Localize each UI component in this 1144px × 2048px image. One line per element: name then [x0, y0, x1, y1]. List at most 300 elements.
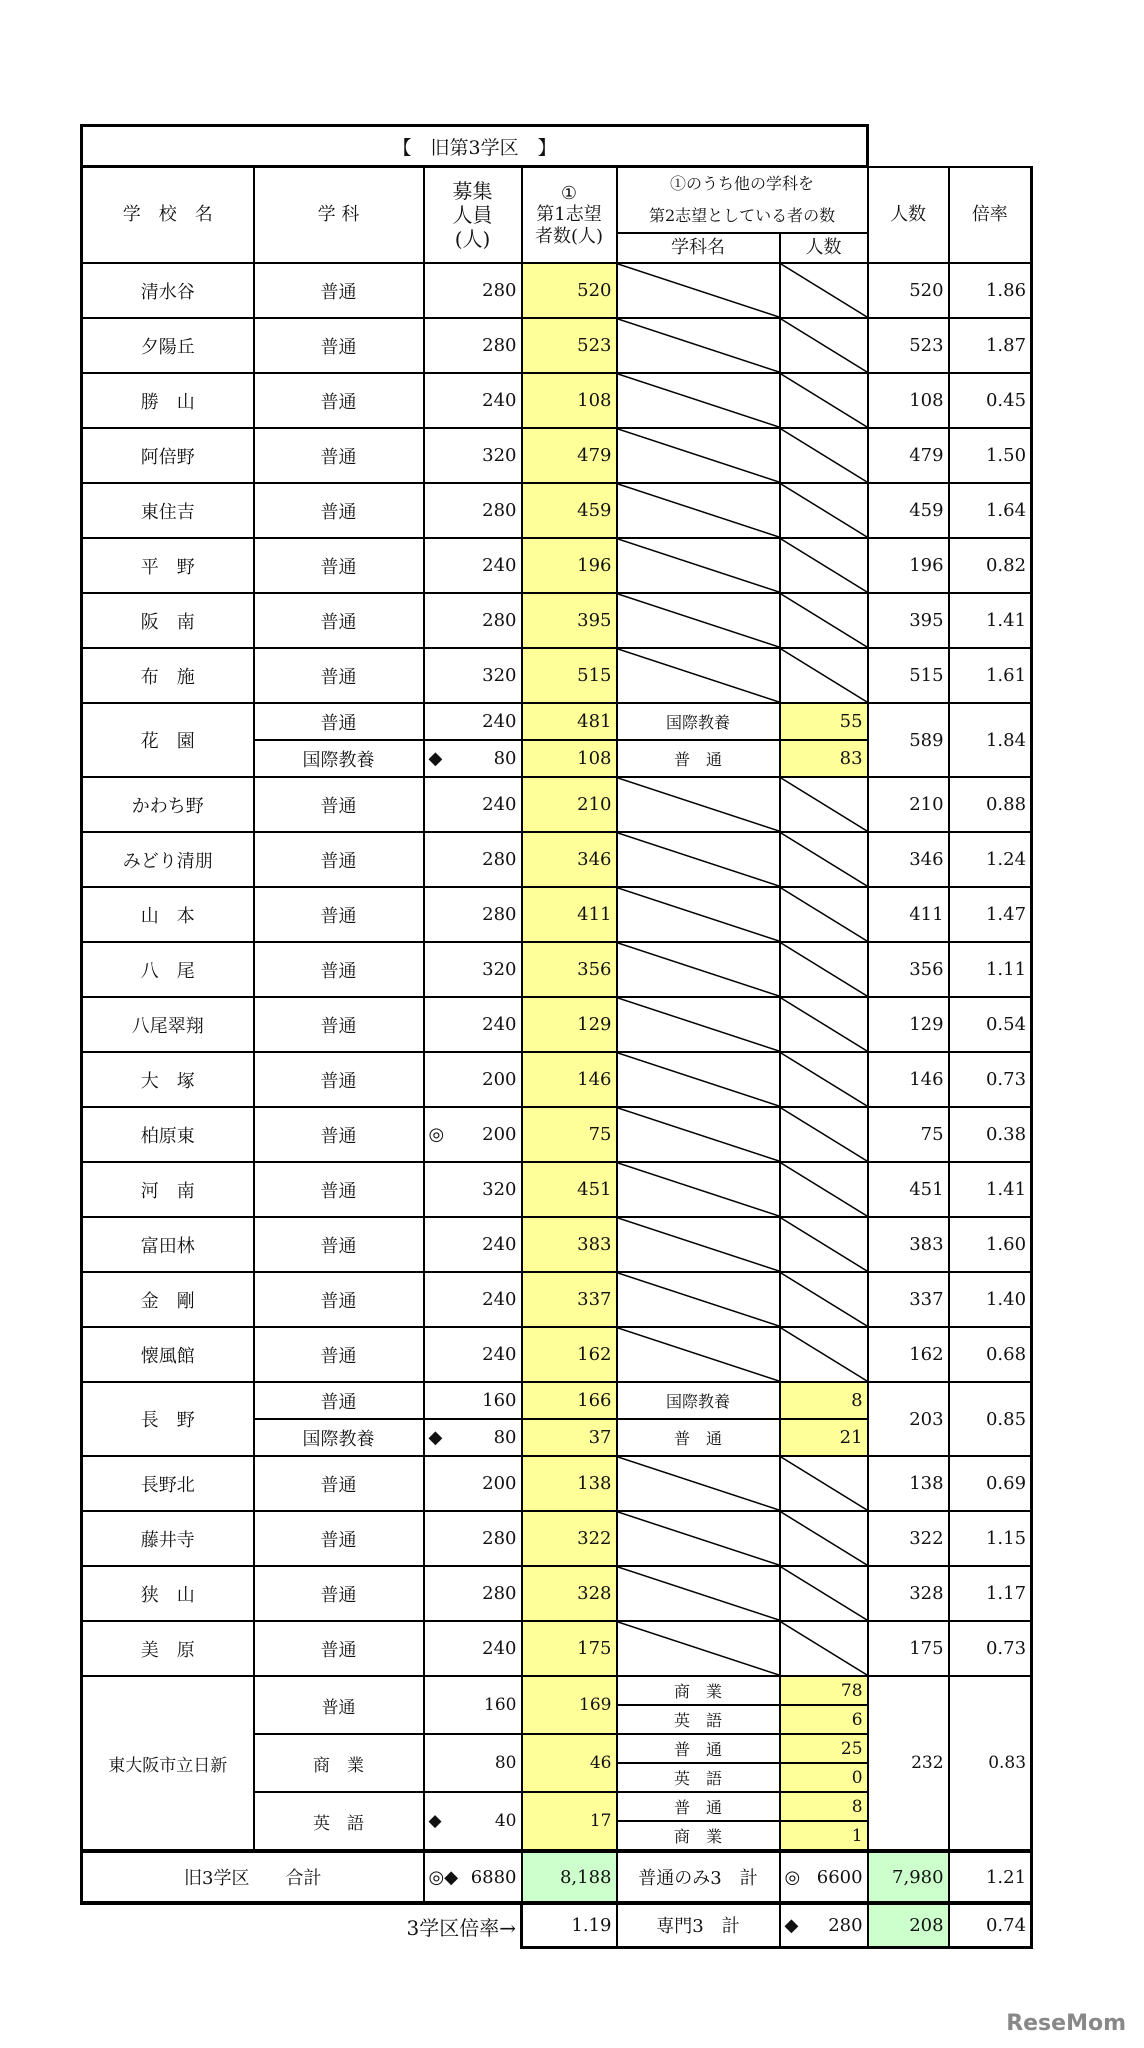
capacity	[424, 538, 522, 593]
first-choice-count: 481	[522, 703, 617, 740]
second-choice-count-empty	[780, 1162, 868, 1217]
second-choice-dept-empty	[617, 1621, 780, 1676]
second-choice-count-empty	[780, 832, 868, 887]
second-choice-dept: 商 業	[617, 1821, 780, 1851]
ratio: 1.64	[949, 483, 1032, 538]
applicant-total: 451	[868, 1162, 949, 1217]
second-choice-dept-empty	[617, 1107, 780, 1162]
table-row	[82, 1107, 1032, 1162]
first-choice-count: 37	[522, 1419, 617, 1456]
first-choice-count: 169	[522, 1676, 617, 1734]
value: 160	[484, 1695, 517, 1715]
ratio: 0.88	[949, 777, 1032, 832]
first-choice-count: 146	[522, 1052, 617, 1107]
capacity	[424, 593, 522, 648]
general-label: 普通のみ3 計	[617, 1851, 780, 1903]
dept: 普通	[254, 483, 424, 538]
mark-symbol: ◆	[428, 1427, 443, 1448]
ratio: 0.83	[949, 1676, 1032, 1851]
second-choice-count: 0	[780, 1763, 868, 1792]
ratio: 1.40	[949, 1272, 1032, 1327]
capacity	[424, 1676, 522, 1734]
second-choice-count-empty	[780, 1217, 868, 1272]
applicant-total: 520	[868, 263, 949, 318]
second-choice-dept: 英 語	[617, 1763, 780, 1792]
applicant-total: 203	[868, 1382, 949, 1456]
second-choice-dept-empty	[617, 1566, 780, 1621]
special-total: 208	[868, 1903, 949, 1947]
table-row	[82, 997, 1032, 1052]
capacity	[424, 1382, 522, 1419]
second-choice-count-empty	[780, 777, 868, 832]
dept: 普通	[254, 703, 424, 740]
first-choice-count: 411	[522, 887, 617, 942]
school-name: 勝 山	[82, 373, 254, 428]
first-choice-count: 210	[522, 777, 617, 832]
table-row	[82, 1272, 1032, 1327]
second-choice-count-empty	[780, 1566, 868, 1621]
second-choice-count-empty	[780, 1327, 868, 1382]
second-choice-count-empty	[780, 1052, 868, 1107]
value: 240	[482, 711, 517, 732]
value: 40	[494, 1811, 517, 1831]
ratio: 0.85	[949, 1382, 1032, 1456]
second-choice-count-empty	[780, 428, 868, 483]
dept: 普通	[254, 648, 424, 703]
school-name: 花 園	[82, 703, 254, 777]
mark-symbol: ◎	[428, 1124, 445, 1145]
dept: 普通	[254, 1052, 424, 1107]
capacity	[424, 1621, 522, 1676]
value: 240	[482, 390, 517, 411]
applicant-total: 146	[868, 1052, 949, 1107]
dept: 普通	[254, 1382, 424, 1419]
table-row	[82, 703, 1032, 740]
ratio: 1.47	[949, 887, 1032, 942]
dept: 普通	[254, 1272, 424, 1327]
header-first-choice: ① 第1志望 者数(人)	[522, 167, 617, 264]
special-label: 専門3 計	[617, 1903, 780, 1947]
capacity	[424, 703, 522, 740]
value: 240	[482, 555, 517, 576]
value: 240	[482, 794, 517, 815]
ratio: 1.60	[949, 1217, 1032, 1272]
second-choice-count-empty	[780, 483, 868, 538]
total-label: 旧3学区 合計	[82, 1851, 424, 1903]
first-choice-count: 322	[522, 1511, 617, 1566]
capacity	[424, 1566, 522, 1621]
applicant-total: 75	[868, 1107, 949, 1162]
applicant-total: 515	[868, 648, 949, 703]
dept: 普通	[254, 1162, 424, 1217]
value: 240	[482, 1344, 517, 1365]
value: 280	[482, 500, 517, 521]
ratio: 0.54	[949, 997, 1032, 1052]
first-choice-count: 515	[522, 648, 617, 703]
table-row	[82, 1382, 1032, 1419]
applicant-total: 196	[868, 538, 949, 593]
applicant-total: 459	[868, 483, 949, 538]
second-choice-dept: 英 語	[617, 1705, 780, 1734]
dept: 普通	[254, 1456, 424, 1511]
dept: 普通	[254, 428, 424, 483]
second-choice-count-empty	[780, 1621, 868, 1676]
value: 280	[482, 335, 517, 356]
first-choice-count: 337	[522, 1272, 617, 1327]
second-choice-dept: 普 通	[617, 1419, 780, 1456]
table-row	[82, 1566, 1032, 1621]
school-name: 布 施	[82, 648, 254, 703]
applicant-total: 108	[868, 373, 949, 428]
ratio: 1.84	[949, 703, 1032, 777]
capacity	[424, 428, 522, 483]
table-row	[82, 538, 1032, 593]
value: 240	[482, 1234, 517, 1255]
admissions-table	[80, 124, 1033, 1949]
capacity	[424, 942, 522, 997]
school-name: 山 本	[82, 887, 254, 942]
header-second-count: 人数	[780, 233, 868, 263]
first-choice-count: 75	[522, 1107, 617, 1162]
applicant-total: 138	[868, 1456, 949, 1511]
total-first: 8,188	[522, 1851, 617, 1903]
first-choice-count: 356	[522, 942, 617, 997]
value: 280	[482, 904, 517, 925]
school-name: 阪 南	[82, 593, 254, 648]
mark-symbol: ◆	[428, 1811, 442, 1831]
applicant-total: 346	[868, 832, 949, 887]
ratio: 0.68	[949, 1327, 1032, 1382]
second-choice-count: 25	[780, 1734, 868, 1763]
ratio: 0.69	[949, 1456, 1032, 1511]
school-name: 河 南	[82, 1162, 254, 1217]
table-row	[82, 942, 1032, 997]
first-choice-count: 328	[522, 1566, 617, 1621]
capacity	[424, 1327, 522, 1382]
district-ratio: 1.19	[522, 1903, 617, 1947]
dept: 商 業	[254, 1734, 424, 1792]
second-choice-dept: 商 業	[617, 1676, 780, 1705]
second-choice-dept-empty	[617, 1327, 780, 1382]
header-ratio: 倍率	[949, 167, 1032, 264]
second-choice-count-empty	[780, 593, 868, 648]
second-choice-dept-empty	[617, 887, 780, 942]
first-choice-count: 166	[522, 1382, 617, 1419]
value: 80	[493, 748, 517, 769]
applicant-total: 129	[868, 997, 949, 1052]
header-total: 人数	[868, 167, 949, 264]
ratio: 1.87	[949, 318, 1032, 373]
dept: 英 語	[254, 1792, 424, 1851]
first-choice-count: 175	[522, 1621, 617, 1676]
applicant-total: 175	[868, 1621, 949, 1676]
second-choice-dept-empty	[617, 832, 780, 887]
capacity	[424, 1107, 522, 1162]
value: 200	[482, 1473, 517, 1494]
first-choice-count: 479	[522, 428, 617, 483]
table-row	[82, 373, 1032, 428]
dept: 普通	[254, 777, 424, 832]
second-choice-dept: 国際教養	[617, 703, 780, 740]
second-choice-count: 8	[780, 1792, 868, 1821]
dept: 普通	[254, 832, 424, 887]
header-school: 学 校 名	[82, 167, 254, 264]
first-choice-count: 383	[522, 1217, 617, 1272]
ratio: 0.45	[949, 373, 1032, 428]
table-row	[82, 1676, 1032, 1705]
school-name: 長野北	[82, 1456, 254, 1511]
capacity	[424, 648, 522, 703]
second-choice-dept-empty	[617, 648, 780, 703]
applicant-total: 328	[868, 1566, 949, 1621]
table-title: 【 旧第3学区 】	[82, 126, 868, 167]
applicant-total: 523	[868, 318, 949, 373]
first-choice-count: 108	[522, 740, 617, 777]
first-choice-count: 108	[522, 373, 617, 428]
value: 240	[482, 1638, 517, 1659]
dept: 普通	[254, 538, 424, 593]
dept: 普通	[254, 373, 424, 428]
value: 280	[482, 1528, 517, 1549]
value: 320	[482, 665, 517, 686]
header-second-dept: 学科名	[617, 233, 780, 263]
capacity	[424, 1162, 522, 1217]
second-choice-dept-empty	[617, 483, 780, 538]
value: 80	[493, 1427, 517, 1448]
second-choice-count-empty	[780, 1272, 868, 1327]
total-capacity-mark: ◎◆	[428, 1866, 459, 1888]
second-choice-count-empty	[780, 1107, 868, 1162]
first-choice-count: 523	[522, 318, 617, 373]
school-name: みどり清朋	[82, 832, 254, 887]
school-name: 夕陽丘	[82, 318, 254, 373]
applicant-total: 337	[868, 1272, 949, 1327]
value: 320	[482, 959, 517, 980]
dept: 普通	[254, 593, 424, 648]
dept: 普通	[254, 1511, 424, 1566]
applicant-total: 479	[868, 428, 949, 483]
second-choice-dept-empty	[617, 997, 780, 1052]
dept: 普通	[254, 318, 424, 373]
capacity	[424, 318, 522, 373]
general-ratio: 1.21	[949, 1851, 1032, 1903]
table-row	[82, 263, 1032, 318]
header-dept: 学 科	[254, 167, 424, 264]
first-choice-count: 346	[522, 832, 617, 887]
second-choice-dept-empty	[617, 777, 780, 832]
watermark-logo: ReseMom	[1006, 2011, 1126, 2036]
second-choice-count: 8	[780, 1382, 868, 1419]
second-choice-count-empty	[780, 318, 868, 373]
school-name: 長 野	[82, 1382, 254, 1456]
value: 280	[482, 849, 517, 870]
general-total: 7,980	[868, 1851, 949, 1903]
value: 240	[482, 1289, 517, 1310]
first-choice-count: 162	[522, 1327, 617, 1382]
capacity	[424, 1456, 522, 1511]
value: 280	[482, 1583, 517, 1604]
school-name: 平 野	[82, 538, 254, 593]
second-choice-count: 78	[780, 1676, 868, 1705]
second-choice-dept-empty	[617, 373, 780, 428]
value: 280	[482, 610, 517, 631]
dept: 普通	[254, 263, 424, 318]
ratio: 1.50	[949, 428, 1032, 483]
school-name: 清水谷	[82, 263, 254, 318]
school-name: 八 尾	[82, 942, 254, 997]
ratio: 1.17	[949, 1566, 1032, 1621]
header-second-choice: ①のうち他の学科を 第2志望としている者の数	[617, 167, 868, 234]
ratio: 1.61	[949, 648, 1032, 703]
first-choice-count: 395	[522, 593, 617, 648]
ratio: 0.82	[949, 538, 1032, 593]
mark-symbol: ◆	[428, 748, 443, 769]
table-row	[82, 1456, 1032, 1511]
applicant-total: 383	[868, 1217, 949, 1272]
capacity	[424, 1272, 522, 1327]
school-name: 藤井寺	[82, 1511, 254, 1566]
second-choice-count-empty	[780, 373, 868, 428]
capacity	[424, 1734, 522, 1792]
applicant-total: 162	[868, 1327, 949, 1382]
table-row	[82, 832, 1032, 887]
second-choice-count-empty	[780, 887, 868, 942]
value: 280	[482, 280, 517, 301]
table-row	[82, 1052, 1032, 1107]
value: 320	[482, 445, 517, 466]
ratio: 1.41	[949, 1162, 1032, 1217]
applicant-total: 356	[868, 942, 949, 997]
school-name: 金 剛	[82, 1272, 254, 1327]
second-choice-dept-empty	[617, 1272, 780, 1327]
ratio: 1.41	[949, 593, 1032, 648]
table-row	[82, 318, 1032, 373]
applicant-total: 232	[868, 1676, 949, 1851]
capacity	[424, 483, 522, 538]
second-choice-dept-empty	[617, 1162, 780, 1217]
ratio: 1.24	[949, 832, 1032, 887]
table-row	[82, 428, 1032, 483]
ratio: 0.73	[949, 1052, 1032, 1107]
value: 320	[482, 1179, 517, 1200]
second-choice-count: 83	[780, 740, 868, 777]
second-choice-count: 1	[780, 1821, 868, 1851]
header-capacity: 募集 人員 (人)	[424, 167, 522, 264]
value: 80	[494, 1753, 517, 1773]
applicant-total: 395	[868, 593, 949, 648]
district-ratio-label: 3学区倍率→	[82, 1903, 522, 1947]
table-row	[82, 593, 1032, 648]
second-choice-count-empty	[780, 538, 868, 593]
school-name: 美 原	[82, 1621, 254, 1676]
second-choice-dept: 国際教養	[617, 1382, 780, 1419]
second-choice-dept-empty	[617, 1217, 780, 1272]
table-row	[82, 1511, 1032, 1566]
school-name: 東住吉	[82, 483, 254, 538]
ratio: 0.73	[949, 1621, 1032, 1676]
table-row	[82, 777, 1032, 832]
first-choice-count: 46	[522, 1734, 617, 1792]
school-name: 大 塚	[82, 1052, 254, 1107]
special-capacity: ◆ 280	[780, 1903, 868, 1947]
ratio: 1.11	[949, 942, 1032, 997]
second-choice-dept: 普 通	[617, 740, 780, 777]
second-choice-dept-empty	[617, 1456, 780, 1511]
capacity	[424, 1511, 522, 1566]
second-choice-count: 6	[780, 1705, 868, 1734]
first-choice-count: 129	[522, 997, 617, 1052]
value: 240	[482, 1014, 517, 1035]
capacity	[424, 740, 522, 777]
school-name: 懐風館	[82, 1327, 254, 1382]
school-name: 狭 山	[82, 1566, 254, 1621]
second-choice-dept-empty	[617, 318, 780, 373]
dept: 普通	[254, 1327, 424, 1382]
ratio: 1.86	[949, 263, 1032, 318]
second-choice-dept-empty	[617, 1052, 780, 1107]
applicant-total: 322	[868, 1511, 949, 1566]
value: 200	[482, 1124, 517, 1145]
ratio: 0.38	[949, 1107, 1032, 1162]
capacity	[424, 263, 522, 318]
first-choice-count: 17	[522, 1792, 617, 1851]
school-name: 富田林	[82, 1217, 254, 1272]
dept: 国際教養	[254, 1419, 424, 1456]
second-choice-count-empty	[780, 1511, 868, 1566]
dept: 普通	[254, 1676, 424, 1734]
second-choice-dept: 普 通	[617, 1734, 780, 1763]
school-name: 東大阪市立日新	[82, 1676, 254, 1851]
second-choice-dept-empty	[617, 263, 780, 318]
capacity	[424, 1419, 522, 1456]
second-choice-dept-empty	[617, 593, 780, 648]
capacity	[424, 887, 522, 942]
dept: 普通	[254, 942, 424, 997]
second-choice-dept-empty	[617, 538, 780, 593]
school-name: 阿倍野	[82, 428, 254, 483]
second-choice-count-empty	[780, 648, 868, 703]
school-name: 柏原東	[82, 1107, 254, 1162]
table-row	[82, 1162, 1032, 1217]
dept: 普通	[254, 1217, 424, 1272]
applicant-total: 411	[868, 887, 949, 942]
capacity	[424, 997, 522, 1052]
first-choice-count: 138	[522, 1456, 617, 1511]
capacity	[424, 1792, 522, 1851]
capacity	[424, 373, 522, 428]
second-choice-count-empty	[780, 1456, 868, 1511]
dept: 国際教養	[254, 740, 424, 777]
table-row	[82, 1621, 1032, 1676]
table-row	[82, 1327, 1032, 1382]
general-capacity: ◎ 6600	[780, 1851, 868, 1903]
first-choice-count: 196	[522, 538, 617, 593]
table-row	[82, 887, 1032, 942]
second-choice-dept: 普 通	[617, 1792, 780, 1821]
special-ratio: 0.74	[949, 1903, 1032, 1947]
second-choice-count-empty	[780, 942, 868, 997]
dept: 普通	[254, 997, 424, 1052]
second-choice-count: 55	[780, 703, 868, 740]
second-choice-dept-empty	[617, 1511, 780, 1566]
first-choice-count: 520	[522, 263, 617, 318]
first-choice-count: 459	[522, 483, 617, 538]
first-choice-count: 451	[522, 1162, 617, 1217]
applicant-total: 589	[868, 703, 949, 777]
total-capacity: ◎◆ 6880	[424, 1851, 522, 1903]
school-name: 八尾翠翔	[82, 997, 254, 1052]
second-choice-count: 21	[780, 1419, 868, 1456]
